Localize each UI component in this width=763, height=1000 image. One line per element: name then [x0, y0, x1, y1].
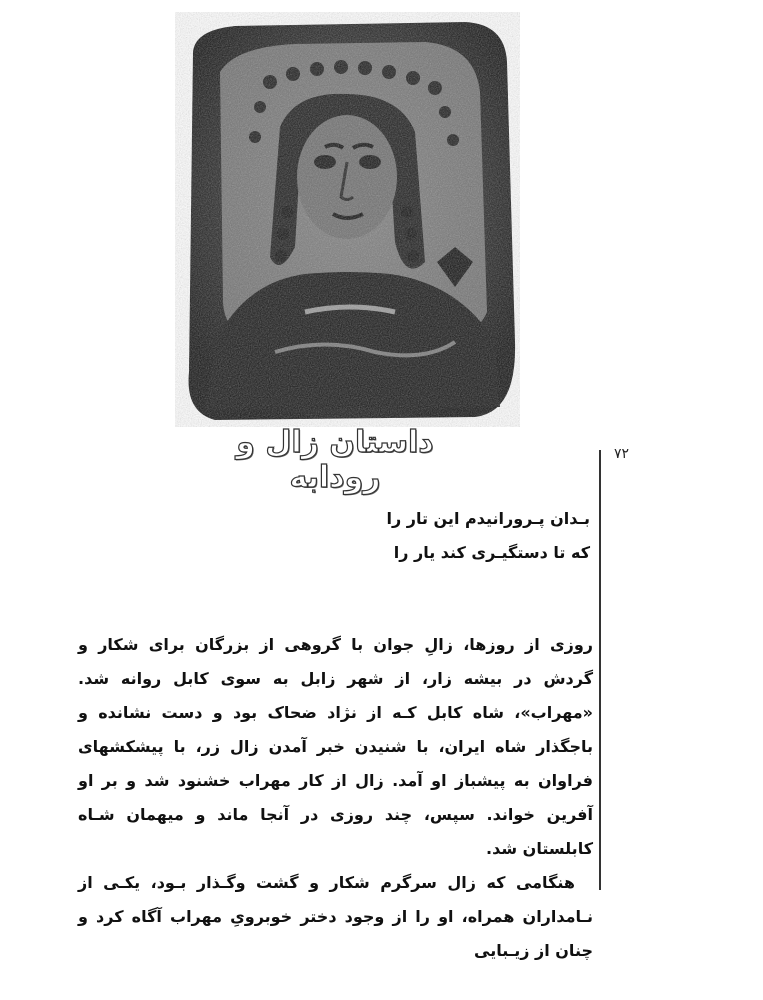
page-number: ۷۲ — [614, 446, 630, 462]
poem-line: بـدان پـرورانیدم این تار را — [386, 509, 590, 528]
chapter-title: داستان زال و رودابه — [236, 425, 434, 495]
paragraph: روزی از روزها، زالِ جوان با گروهی از بزرگان برای شکار و گردش در بیشه زار، از شهر زابل به سوی کابل روانه شد. «مهراب»، شاه کابل کـه از نژاد ضحاک بود و دست نشانده و باجگذار شاه ایران، با شنیدن خبر آمدن زال زر، با پیشکشهای فراوان به پیشباز او آمد. زال از کار مهراب خشنود شد و بر او آفرین خواند. سپس، چند روزی در آنجا ماند و میهمان شـاه کابلستان شد. — [78, 635, 593, 858]
portrait-relief-illustration — [175, 12, 520, 427]
poem-verse — [360, 502, 590, 570]
poem-line: که تا دستگیـری کند یار را — [393, 543, 590, 562]
margin-rule — [599, 450, 601, 890]
body-text — [78, 628, 593, 968]
paragraph: هنگامی که زال سرگرم شکار و گشت وگـذار بـود، یکـی از نـامداران همراه، او را از وجود دختر خوبرویِ مهراب آگاه کرد و چنان از زیـبایی — [78, 873, 593, 960]
